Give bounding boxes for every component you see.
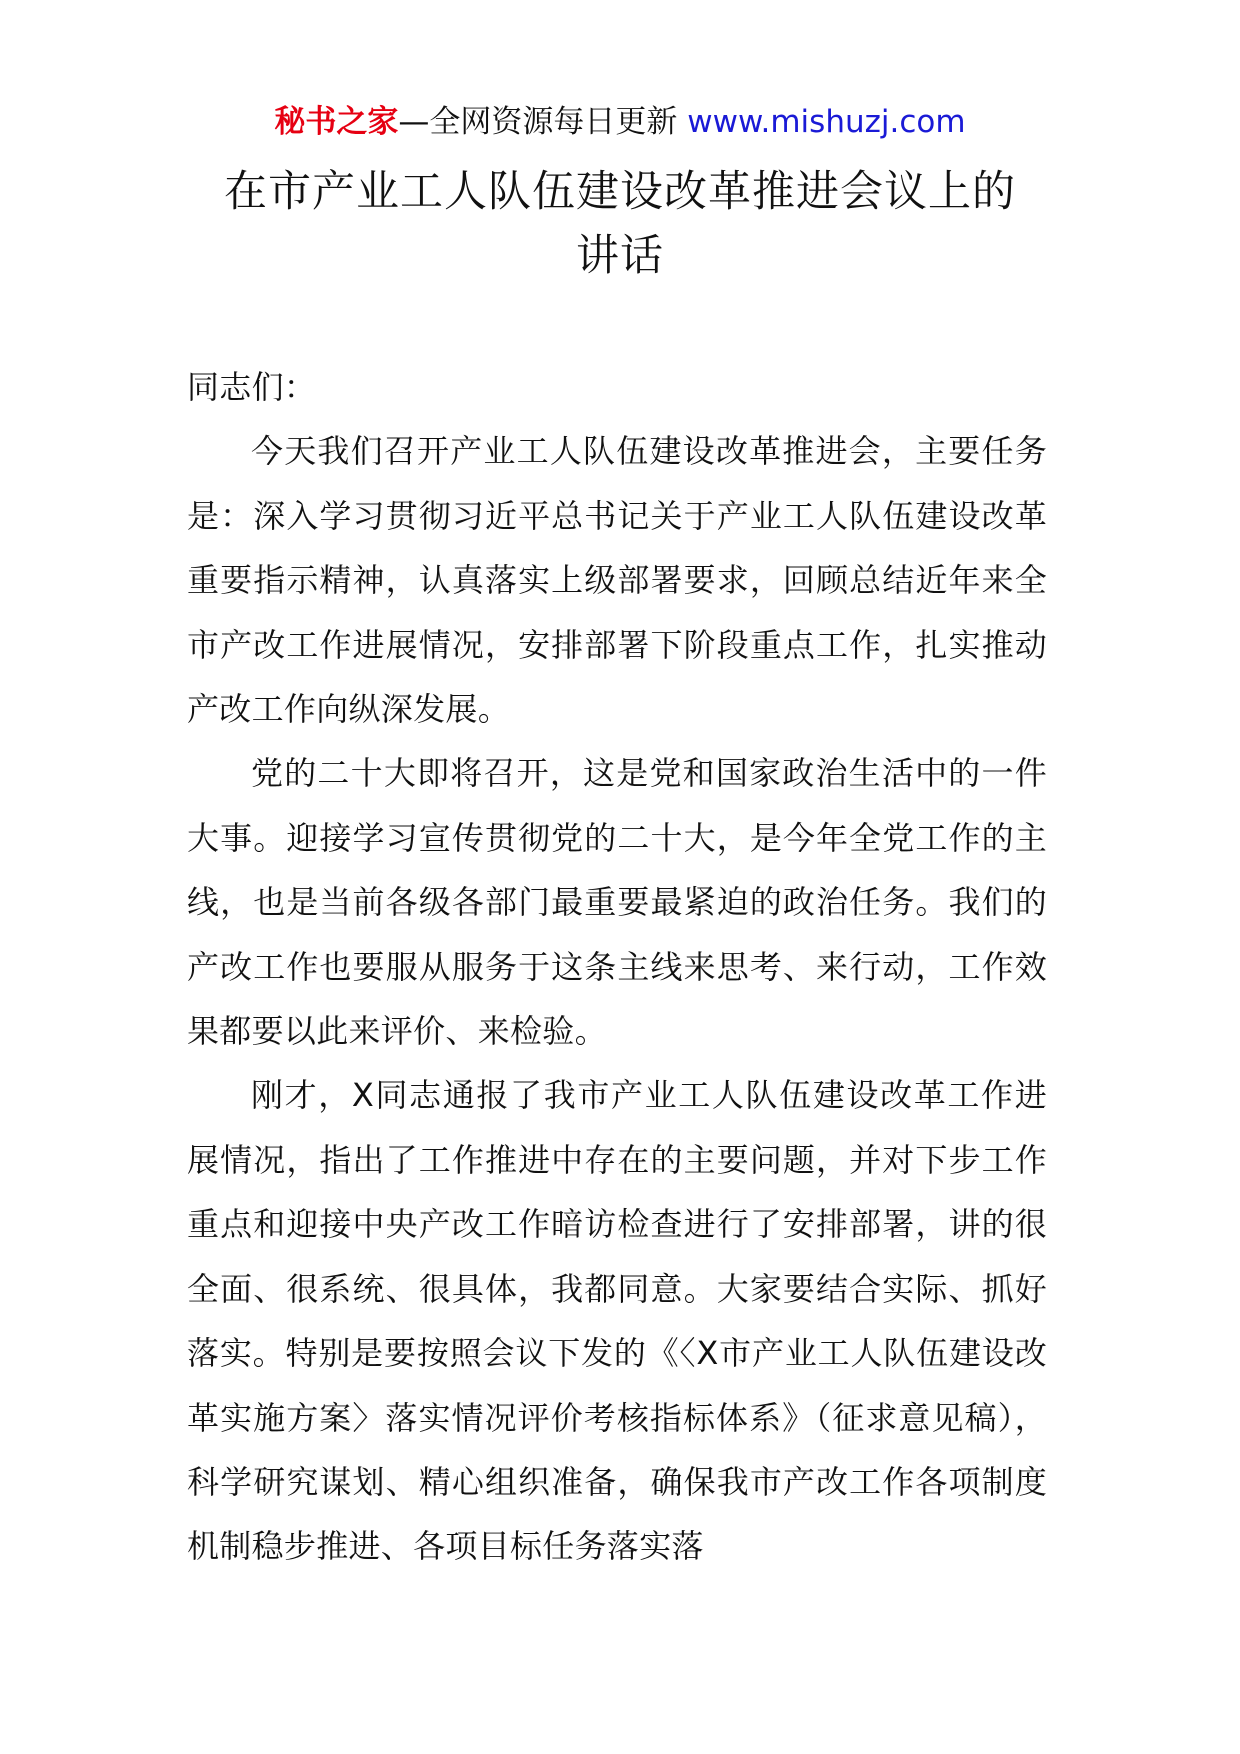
document-body [187, 355, 1047, 1579]
salutation: 同志们： [187, 368, 317, 406]
body-paragraph-2: 党的二十大即将召开，这是党和国家政治生活中的一件大事。迎接学习宣传贯彻党的二十大，是今年全党工作的主线，也是当前各级各部门最重要最紧迫的政治任务。我们的产改工作也要服从服务于这条主线来思考、来行动，工作效果都要以此来评价、来检验。 [187, 754, 1047, 1051]
site-header [0, 100, 1240, 144]
document-title [140, 160, 1100, 288]
body-paragraph-3: 刚才，X同志通报了我市产业工人队伍建设改革工作进展情况，指出了工作推进中存在的主要问题，并对下步工作重点和迎接中央产改工作暗访检查进行了安排部署，讲的很全面、很系统、很具体，我都同意。大家要结合实际、抓好落实。特别是要按照会议下发的《〈X市产业工人队伍建设改革实施方案〉落实情况评价考核指标体系》（征求意见稿），科学研究谋划、精心组织准备，确保我市产改工作各项制度机制稳步推进、各项目标任务落实落 [187, 1076, 1047, 1566]
body-paragraph-1: 今天我们召开产业工人队伍建设改革推进会，主要任务是：深入学习贯彻习近平总书记关于产业工人队伍建设改革重要指示精神，认真落实上级部署要求，回顾总结近年来全市产改工作进展情况，安排部署下阶段重点工作，扎实推动产改工作向纵深发展。 [187, 432, 1047, 729]
header-tagline: —全网资源每日更新 [398, 104, 688, 140]
brand-name: 秘书之家 [274, 104, 399, 140]
title-line-1: 在市产业工人队伍建设改革推进会议上的 [224, 167, 1016, 217]
title-line-2: 讲话 [576, 231, 664, 281]
site-url-link[interactable]: www.mishuzj.com [687, 104, 966, 140]
